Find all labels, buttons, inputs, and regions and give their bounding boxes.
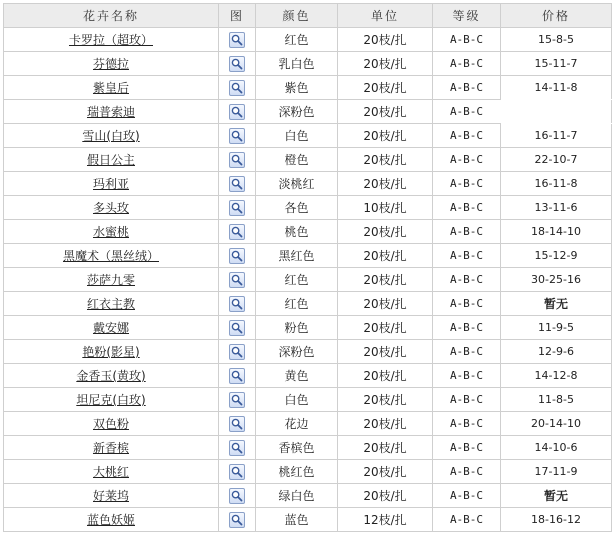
image-cell	[219, 52, 256, 76]
color-cell: 白色	[256, 388, 338, 412]
zoom-magnifier-icon[interactable]	[229, 152, 245, 168]
color-cell: 红色	[256, 268, 338, 292]
color-cell: 黄色	[256, 364, 338, 388]
zoom-magnifier-icon[interactable]	[229, 392, 245, 408]
price-cell: 13-11-6	[501, 196, 612, 220]
header-grade: 等级	[433, 4, 501, 28]
flower-name-link[interactable]: 坦尼克(白玫)	[76, 393, 146, 407]
header-price: 价格	[501, 4, 612, 28]
flower-name-cell	[4, 76, 219, 100]
price-cell: 15-8-5	[501, 28, 612, 52]
price-cell: 16-11-8	[501, 172, 612, 196]
flower-name-cell	[4, 28, 219, 52]
grade-cell: A-B-C	[433, 220, 501, 244]
image-cell	[219, 508, 256, 532]
grade-cell: A-B-C	[433, 388, 501, 412]
price-cell: 15-12-9	[501, 244, 612, 268]
grade-cell: A-B-C	[433, 316, 501, 340]
price-cell: 17-11-9	[501, 460, 612, 484]
unit-cell: 20枝/扎	[338, 484, 433, 508]
color-cell: 绿白色	[256, 484, 338, 508]
zoom-magnifier-icon[interactable]	[229, 440, 245, 456]
unit-cell: 20枝/扎	[338, 148, 433, 172]
zoom-magnifier-icon[interactable]	[229, 56, 245, 72]
grade-cell: A-B-C	[433, 268, 501, 292]
color-cell: 蓝色	[256, 508, 338, 532]
table-row	[4, 460, 612, 484]
price-cell: 22-10-7	[501, 148, 612, 172]
image-cell	[219, 436, 256, 460]
color-cell: 红色	[256, 28, 338, 52]
price-cell	[501, 100, 612, 124]
color-cell: 淡桃红	[256, 172, 338, 196]
price-cell: 11-8-5	[501, 388, 612, 412]
flower-name-cell	[4, 268, 219, 292]
flower-name-link[interactable]: 假日公主	[86, 153, 135, 167]
color-cell: 深粉色	[256, 100, 338, 124]
unit-cell: 20枝/扎	[338, 460, 433, 484]
grade-cell: A-B-C	[433, 412, 501, 436]
image-cell	[219, 76, 256, 100]
grade-cell: A-B-C	[433, 172, 501, 196]
table-row	[4, 76, 612, 100]
zoom-magnifier-icon[interactable]	[229, 32, 245, 48]
flower-name-cell	[4, 172, 219, 196]
image-cell	[219, 340, 256, 364]
image-cell	[219, 100, 256, 124]
unit-cell: 20枝/扎	[338, 292, 433, 316]
header-image: 图	[219, 4, 256, 28]
image-cell	[219, 28, 256, 52]
table-row	[4, 28, 612, 52]
table-row	[4, 100, 612, 124]
grade-cell: A-B-C	[433, 340, 501, 364]
unit-cell: 20枝/扎	[338, 172, 433, 196]
price-cell: 15-11-7	[501, 52, 612, 76]
image-cell	[219, 196, 256, 220]
image-cell	[219, 460, 256, 484]
color-cell: 深粉色	[256, 340, 338, 364]
unit-cell: 20枝/扎	[338, 436, 433, 460]
grade-cell: A-B-C	[433, 124, 501, 148]
price-cell: 暂无	[501, 484, 612, 508]
header-name: 花卉名称	[4, 4, 219, 28]
flower-name-link[interactable]: 艳粉(影星)	[82, 345, 140, 359]
grade-cell: A-B-C	[433, 148, 501, 172]
table-row	[4, 412, 612, 436]
table-row	[4, 268, 612, 292]
flower-name-link[interactable]: 玛利亚	[92, 177, 129, 191]
flower-name-cell	[4, 148, 219, 172]
color-cell: 花边	[256, 412, 338, 436]
grade-cell: A-B-C	[433, 508, 501, 532]
color-cell: 香槟色	[256, 436, 338, 460]
price-cell: 18-16-12	[501, 508, 612, 532]
unit-cell: 20枝/扎	[338, 28, 433, 52]
flower-name-cell	[4, 124, 219, 148]
grade-cell: A-B-C	[433, 436, 501, 460]
unit-cell: 20枝/扎	[338, 220, 433, 244]
price-cell: 14-10-6	[501, 436, 612, 460]
flower-name-link[interactable]: 雪山(白玫)	[82, 129, 140, 143]
color-cell: 各色	[256, 196, 338, 220]
flower-name-cell	[4, 52, 219, 76]
table-row	[4, 244, 612, 268]
grade-cell: A-B-C	[433, 28, 501, 52]
table-row	[4, 436, 612, 460]
zoom-magnifier-icon[interactable]	[229, 296, 245, 312]
table-row	[4, 364, 612, 388]
unit-cell: 20枝/扎	[338, 100, 433, 124]
table-row	[4, 292, 612, 316]
zoom-magnifier-icon[interactable]	[229, 416, 245, 432]
table-row	[4, 316, 612, 340]
zoom-magnifier-icon[interactable]	[229, 512, 245, 528]
zoom-magnifier-icon[interactable]	[229, 272, 245, 288]
price-cell: 暂无	[501, 292, 612, 316]
table-row	[4, 220, 612, 244]
unit-cell: 20枝/扎	[338, 364, 433, 388]
unit-cell: 10枝/扎	[338, 196, 433, 220]
zoom-magnifier-icon[interactable]	[229, 200, 245, 216]
price-cell: 14-11-8	[501, 76, 612, 100]
flower-name-link[interactable]: 水蜜桃	[92, 225, 129, 239]
grade-cell: A-B-C	[433, 484, 501, 508]
zoom-magnifier-icon[interactable]	[229, 224, 245, 240]
table-row	[4, 340, 612, 364]
price-cell: 16-11-7	[501, 124, 612, 148]
flower-name-link[interactable]: 好莱坞	[92, 489, 129, 503]
color-cell: 红色	[256, 292, 338, 316]
price-cell: 14-12-8	[501, 364, 612, 388]
flower-name-cell	[4, 364, 219, 388]
flower-name-link[interactable]: 紫皇后	[92, 81, 129, 95]
flower-price-table	[3, 3, 612, 532]
flower-name-link[interactable]: 金香玉(黄玫)	[76, 369, 146, 383]
unit-cell: 20枝/扎	[338, 244, 433, 268]
unit-cell: 20枝/扎	[338, 316, 433, 340]
header-unit: 单位	[338, 4, 433, 28]
image-cell	[219, 412, 256, 436]
image-cell	[219, 364, 256, 388]
table-header-row	[4, 4, 612, 28]
flower-name-link[interactable]: 大桃红	[92, 465, 129, 479]
unit-cell: 12枝/扎	[338, 508, 433, 532]
flower-name-link[interactable]: 戴安娜	[92, 321, 129, 335]
image-cell	[219, 124, 256, 148]
flower-name-link[interactable]: 卡罗拉（超玫）	[68, 33, 153, 47]
zoom-magnifier-icon[interactable]	[229, 320, 245, 336]
unit-cell: 20枝/扎	[338, 412, 433, 436]
color-cell: 桃色	[256, 220, 338, 244]
price-cell: 12-9-6	[501, 340, 612, 364]
table-row	[4, 52, 612, 76]
flower-name-link[interactable]: 蓝色妖姬	[86, 513, 135, 527]
flower-name-link[interactable]: 红衣主教	[86, 297, 135, 311]
price-cell: 20-14-10	[501, 412, 612, 436]
image-cell	[219, 484, 256, 508]
image-cell	[219, 148, 256, 172]
unit-cell: 20枝/扎	[338, 340, 433, 364]
price-cell: 11-9-5	[501, 316, 612, 340]
flower-name-cell	[4, 292, 219, 316]
header-color: 颜色	[256, 4, 338, 28]
table-row	[4, 388, 612, 412]
flower-name-cell	[4, 100, 219, 124]
image-cell	[219, 220, 256, 244]
zoom-magnifier-icon[interactable]	[229, 176, 245, 192]
color-cell: 粉色	[256, 316, 338, 340]
grade-cell: A-B-C	[433, 196, 501, 220]
table-row	[4, 172, 612, 196]
flower-name-cell	[4, 340, 219, 364]
grade-cell: A-B-C	[433, 292, 501, 316]
price-cell: 18-14-10	[501, 220, 612, 244]
flower-name-cell	[4, 196, 219, 220]
flower-name-cell	[4, 460, 219, 484]
flower-name-cell	[4, 244, 219, 268]
flower-name-cell	[4, 436, 219, 460]
flower-name-link[interactable]: 莎萨九零	[86, 273, 135, 287]
image-cell	[219, 172, 256, 196]
grade-cell: A-B-C	[433, 52, 501, 76]
image-cell	[219, 388, 256, 412]
image-cell	[219, 268, 256, 292]
unit-cell: 20枝/扎	[338, 52, 433, 76]
price-cell: 30-25-16	[501, 268, 612, 292]
image-cell	[219, 244, 256, 268]
table-row	[4, 484, 612, 508]
image-cell	[219, 316, 256, 340]
color-cell: 白色	[256, 124, 338, 148]
color-cell: 紫色	[256, 76, 338, 100]
image-cell	[219, 292, 256, 316]
color-cell: 橙色	[256, 148, 338, 172]
zoom-magnifier-icon[interactable]	[229, 488, 245, 504]
flower-name-cell	[4, 316, 219, 340]
flower-name-cell	[4, 484, 219, 508]
zoom-magnifier-icon[interactable]	[229, 464, 245, 480]
zoom-magnifier-icon[interactable]	[229, 104, 245, 120]
table-row	[4, 508, 612, 532]
grade-cell: A-B-C	[433, 76, 501, 100]
grade-cell: A-B-C	[433, 460, 501, 484]
flower-name-cell	[4, 388, 219, 412]
flower-name-cell	[4, 412, 219, 436]
grade-cell: A-B-C	[433, 100, 501, 124]
unit-cell: 20枝/扎	[338, 388, 433, 412]
color-cell: 黑红色	[256, 244, 338, 268]
unit-cell: 20枝/扎	[338, 76, 433, 100]
table-row	[4, 124, 612, 148]
color-cell: 桃红色	[256, 460, 338, 484]
zoom-magnifier-icon[interactable]	[229, 80, 245, 96]
flower-name-link[interactable]: 芬德拉	[92, 57, 129, 71]
zoom-magnifier-icon[interactable]	[229, 128, 245, 144]
table-row	[4, 196, 612, 220]
flower-name-link[interactable]: 瑞普索迪	[86, 105, 135, 119]
zoom-magnifier-icon[interactable]	[229, 248, 245, 264]
flower-name-link[interactable]: 新香槟	[92, 441, 129, 455]
flower-name-link[interactable]: 多头玫	[92, 201, 129, 215]
flower-name-link[interactable]: 黑魔术（黑丝绒）	[62, 249, 159, 263]
flower-name-cell	[4, 508, 219, 532]
grade-cell: A-B-C	[433, 364, 501, 388]
zoom-magnifier-icon[interactable]	[229, 368, 245, 384]
unit-cell: 20枝/扎	[338, 268, 433, 292]
table-row	[4, 148, 612, 172]
flower-name-cell	[4, 220, 219, 244]
grade-cell: A-B-C	[433, 244, 501, 268]
unit-cell: 20枝/扎	[338, 124, 433, 148]
zoom-magnifier-icon[interactable]	[229, 344, 245, 360]
flower-name-link[interactable]: 双色粉	[92, 417, 129, 431]
color-cell: 乳白色	[256, 52, 338, 76]
